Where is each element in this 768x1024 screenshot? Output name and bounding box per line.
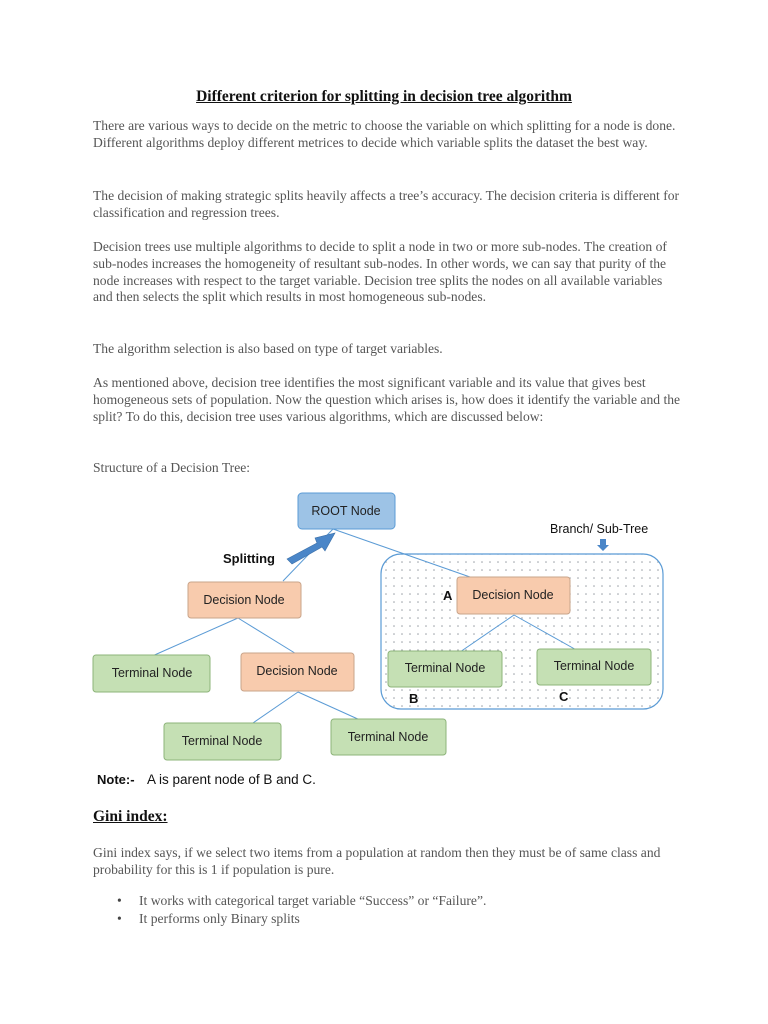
terminal-node-b-label: Terminal Node: [404, 661, 486, 675]
decision-node-left-label: Decision Node: [203, 593, 285, 607]
bullet-icon: •: [117, 911, 122, 926]
bullet-text: It performs only Binary splits: [139, 911, 300, 926]
paragraph-1: There are various ways to decide on the metric to choose the variable on which splitting for a node is done. Different algorithms deploy different metrices to decide which variable splits the dataset the best way.: [93, 118, 676, 150]
paragraph-2: The decision of making strategic splits heavily affects a tree’s accuracy. The decision criteria is different for classification and regression trees.: [93, 188, 680, 220]
terminal-node-c-label: Terminal Node: [553, 659, 635, 673]
gini-bullet-list: [93, 892, 693, 928]
list-item: [93, 910, 693, 928]
terminal-node-bottom-right-label: Terminal Node: [347, 730, 429, 744]
gini-heading: Gini index:: [93, 808, 168, 825]
label-a: A: [443, 588, 453, 603]
list-item: [93, 892, 693, 910]
terminal-node-bottom-left-label: Terminal Node: [181, 734, 263, 748]
label-c: C: [559, 689, 569, 704]
note-label: Note:-: [97, 772, 135, 787]
decision-tree-diagram: [0, 480, 768, 800]
branch-label: Branch/ Sub-Tree: [550, 522, 649, 536]
root-node-label: ROOT Node: [311, 504, 381, 518]
decision-node-a-label: Decision Node: [472, 588, 554, 602]
paragraph-6: Structure of a Decision Tree:: [93, 460, 251, 475]
splitting-label: Splitting: [223, 551, 275, 566]
bullet-icon: •: [117, 893, 122, 908]
label-b: B: [409, 691, 419, 706]
paragraph-4: The algorithm selection is also based on type of target variables.: [93, 341, 443, 356]
splitting-arrow: [287, 533, 335, 564]
terminal-node-left-label: Terminal Node: [111, 666, 193, 680]
note-text: A is parent node of B and C.: [147, 772, 316, 787]
document-title: Different criterion for splitting in decision tree algorithm: [196, 88, 572, 105]
paragraph-5: As mentioned above, decision tree identifies the most significant variable and its value that gives best homogeneous sets of population. Now the question which arises is, how does it identify the variable and the split? To do this, decision tree uses various algorithms, which are discussed below:: [93, 375, 681, 424]
bullet-text: It works with categorical target variable “Success” or “Failure”.: [139, 893, 487, 908]
paragraph-3: Decision trees use multiple algorithms to decide to split a node in two or more sub-nodes. The creation of sub-nodes increases the homogeneity of resultant sub-nodes. In other words, we can say that purity of the node increases with respect to the target variable. Decision tree splits the nodes on all available variables and then selects the split which results in most homogeneous sub-nodes.: [93, 239, 667, 305]
branch-down-arrow: [597, 539, 609, 551]
gini-paragraph: Gini index says, if we select two items from a population at random then they must be of same class and probability for this is 1 if population is pure.: [93, 845, 661, 877]
decision-node-mid-label: Decision Node: [256, 664, 338, 678]
